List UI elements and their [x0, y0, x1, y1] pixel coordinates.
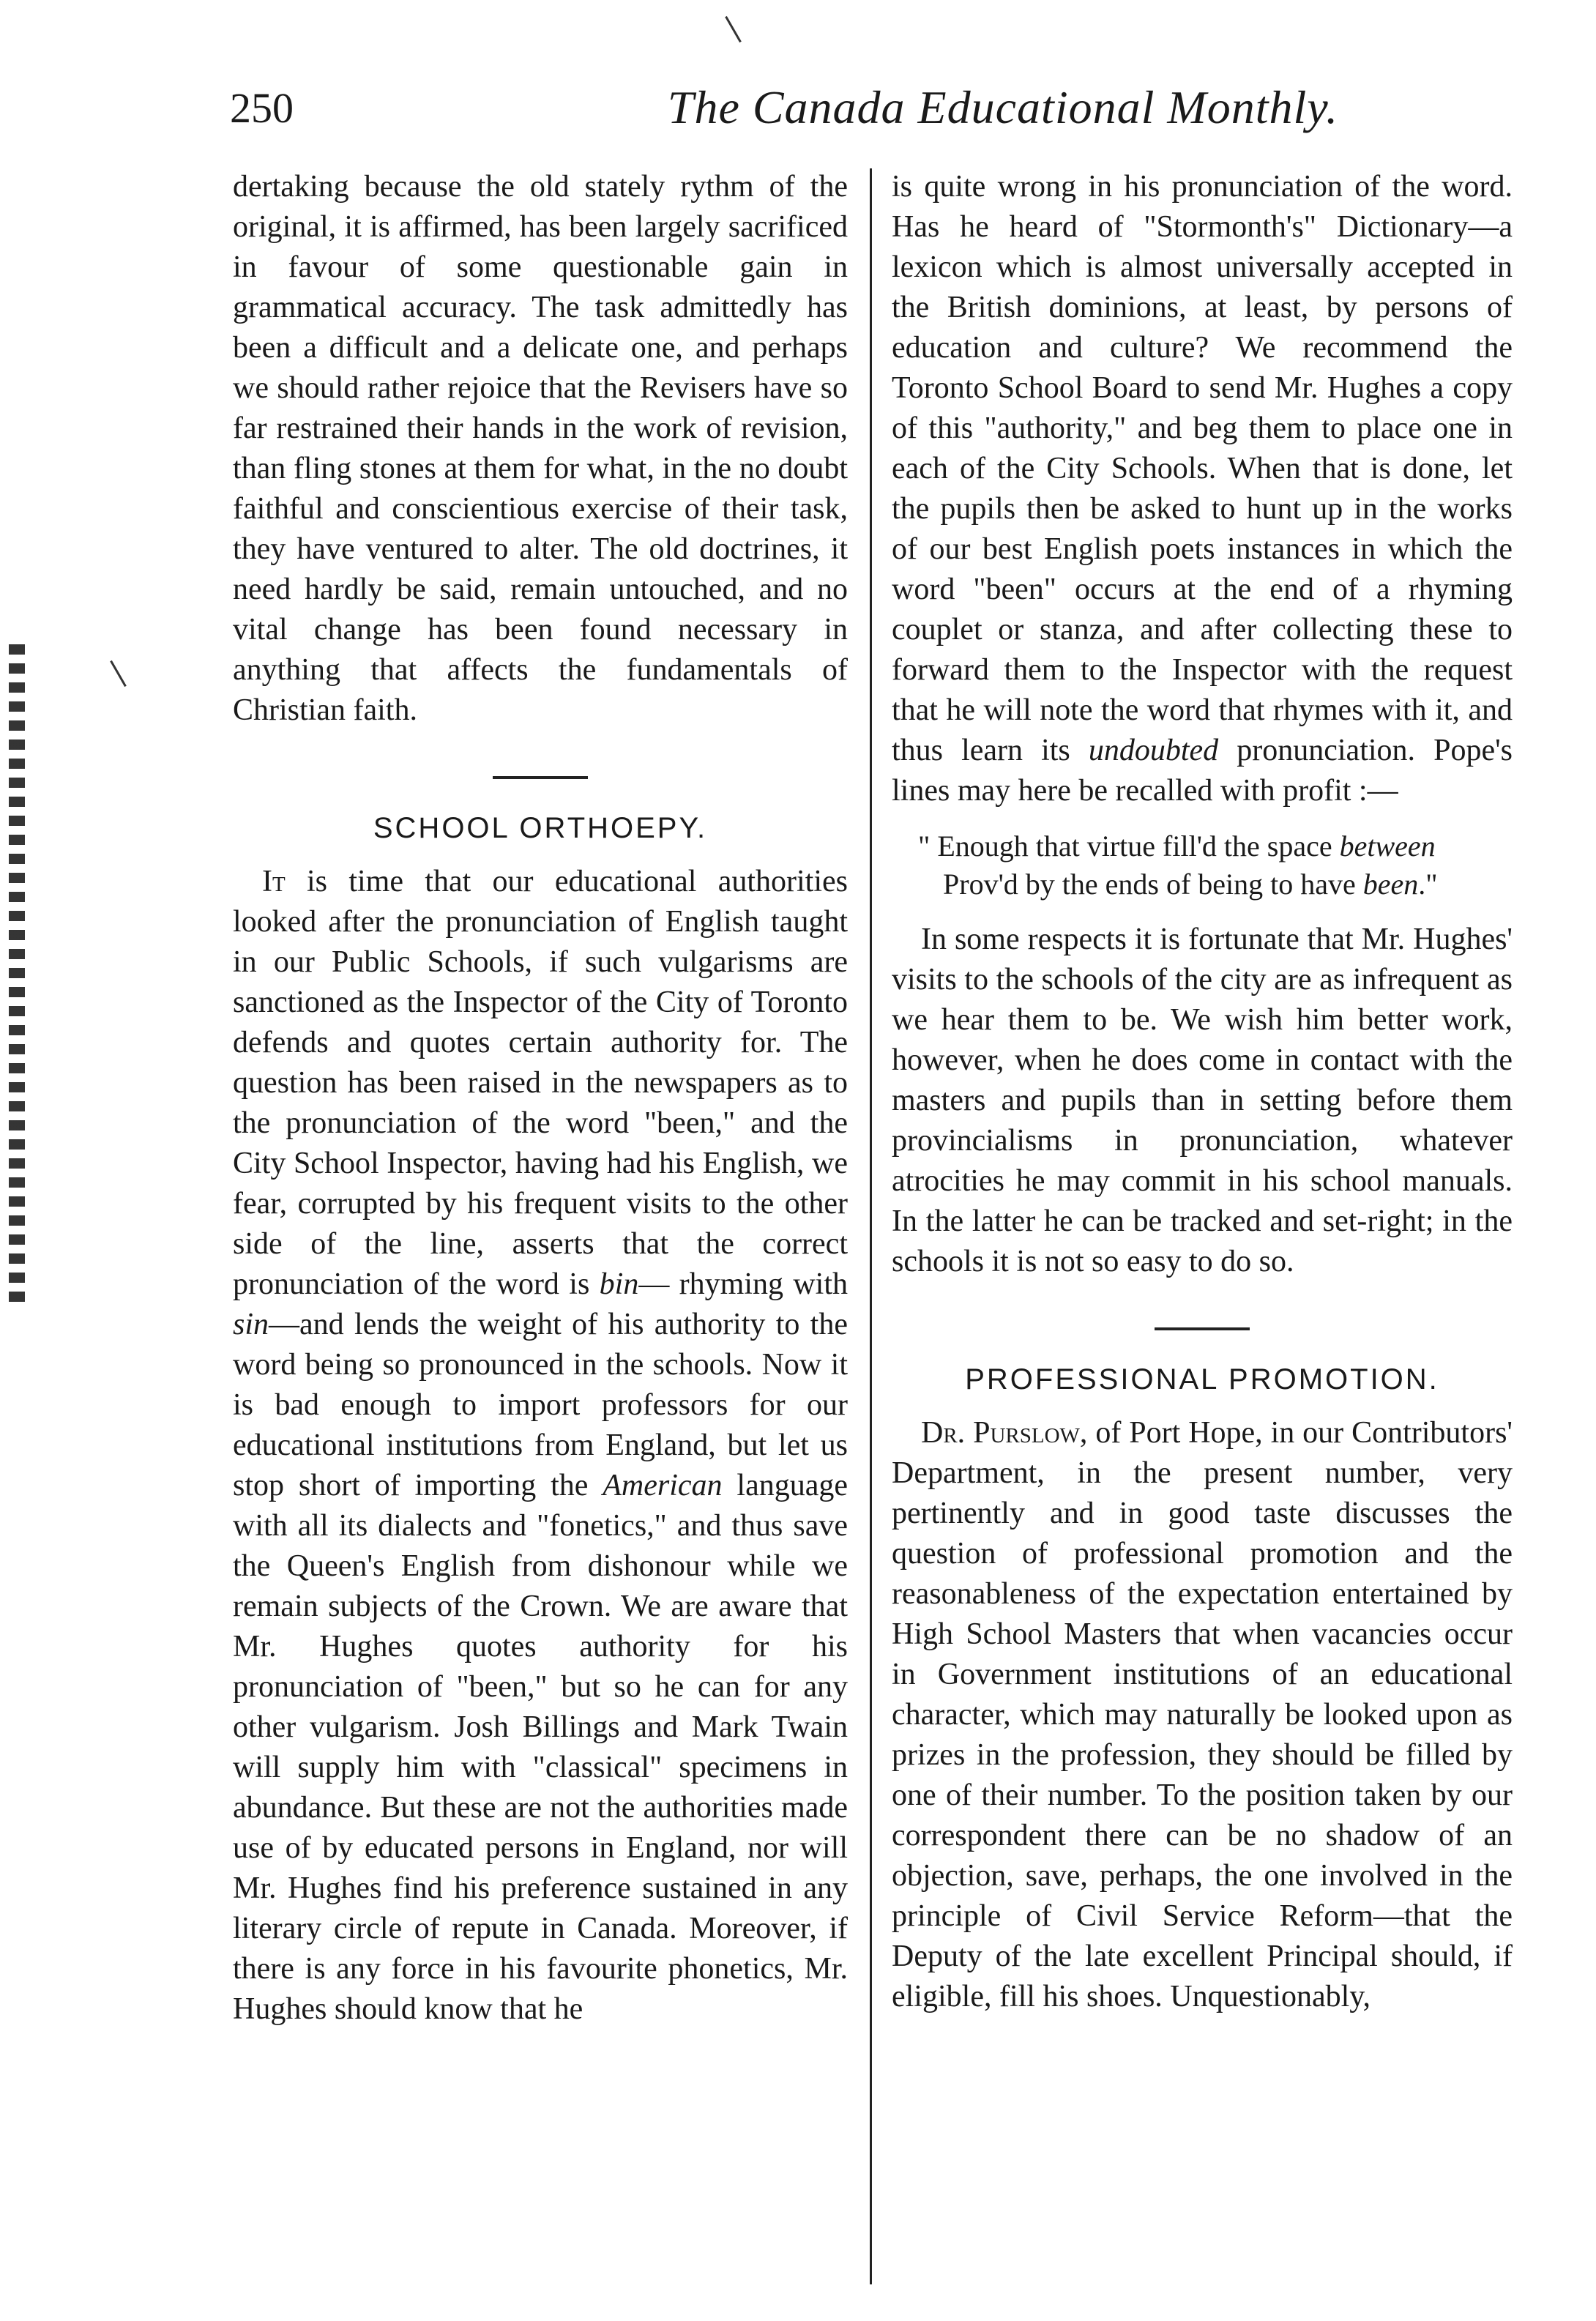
pope-quotation [892, 827, 1513, 904]
paragraph-text: of Port Hope, in our Contributors' Department, in the present number, very pertinently and in good taste discusses the question of professional promotion and the reasonableness of the expectation entertained by High School Masters that when vacancies occur in Government institutions of an educational character, which may naturally be looked upon as prizes in the profession, they should be filled by one of their number. To the position taken by our correspondent there can be no shadow of an objection, save, perhaps, the one involved in the principle of Civil Service Reform—that the Deputy of the late excellent Principal should, if eligible, fill his shoes. Unquestionably, [892, 1416, 1513, 2013]
left-column [233, 167, 848, 2030]
paragraph-revision: dertaking because the old stately rythm of the original, it is affirmed, has been largely sacrificed in favour of some questionable gain in grammatical accuracy. The task admittedly has been a difficult and a delicate one, and perhaps we should rather rejoice that the Revisers have so far restrained their hands in the work of revision, than fling stones at them for what, in the no doubt faithful and conscientious exercise of their task, they have ventured to alter. The old doctrines, it need hardly be said, remain untouched, and no vital change has been found necessary in anything that affects the fundamentals of Christian faith. [233, 170, 848, 727]
paragraph-text: is quite wrong in his pronunciation of the word. Has he heard of "Stormonth's" Dictionary—a lexicon which is almost universally accepted in the British dominions, at least, by persons of education and culture? We recommend the Toronto School Board to send Mr. Hughes a copy of this "authority," and beg them to place one in each of the City Schools. When that is done, let the pupils then be asked to hunt up in the works of our best English poets instances in which the word "been" occurs at the end of a rhyming couplet or stanza, and after collecting these to forward them to the Inspector with the request that he will note the word that rhymes with it, and thus learn its [892, 170, 1513, 767]
paragraph-orthoepy [233, 862, 848, 2030]
quote-text: " Enough that virtue fill'd the space [918, 830, 1332, 863]
paragraph-text: is time that our educational authorities looked after the pronunciation of English taught in our Public Schools, if such vulgarisms are sanctioned as the Inspector of the City of Toronto defends and quotes certain authority for. The question has been raised in the newspapers as to the pronunciation of the word "been," and the City School Inspector, having had his English, we fear, corrupted by his frequent visits to the other side of the line, asserts that the correct pronunciation of the word is [233, 865, 849, 1301]
italic-word-american: American [603, 1469, 723, 1502]
paragraph-lead-word: It [262, 865, 286, 898]
running-head [220, 73, 1494, 146]
paragraph-respects: In some respects it is fortunate that Mr. Hughes' visits to the schools of the city are as infrequent as we hear them to be. We wish him better work, however, when he does come in contact with the masters and pupils than in setting before them provincialisms in pronunciation, whatever atrocities he may commit in his school manuals. In the latter he can be tracked and set-right; in the schools it is not so easy to do so. [892, 923, 1513, 1278]
scan-tick-mark [725, 16, 742, 42]
italic-word-between: between [1339, 830, 1436, 863]
paragraph-text: pronunciation. Pope's lines may here be recalled with profit :— [892, 734, 1513, 808]
quote-text: ." [1418, 868, 1438, 901]
quote-text: Prov'd by the ends of being to have [943, 868, 1356, 901]
paragraph-text: — rhyming with [638, 1267, 849, 1301]
binding-margin-marks [9, 644, 25, 1303]
italic-word-bin: bin [599, 1267, 639, 1301]
section-heading-professional-promotion: PROFESSIONAL PROMOTION. [965, 1363, 1439, 1396]
italic-word-been: been [1362, 868, 1419, 901]
italic-word-sin: sin [233, 1308, 269, 1341]
quote-line [918, 865, 1513, 904]
page-number: 250 [230, 84, 294, 132]
section-heading-school-orthoepy: SCHOOL ORTHOEPY. [373, 812, 708, 844]
scan-tick-mark [110, 660, 127, 687]
italic-word-undoubted: undoubted [1088, 734, 1219, 767]
paragraph-promotion [892, 1413, 1513, 2017]
journal-title: The Canada Educational Monthly. [667, 81, 1339, 133]
quote-line [918, 827, 1513, 865]
column-divider [870, 168, 872, 2284]
paragraph-text: —and lends the weight of his authority to the word being so pronounced in the schools. Now it is bad enough to import professors for our educational institutions from England, but let us stop short of importing the [233, 1308, 848, 1502]
right-column [892, 167, 1513, 2017]
paragraph-text: language with all its dialects and "fonetics," and thus save the Queen's English from dishonour while we remain subjects of the Crown. We are aware that Mr. Hughes quotes authority for his pronunciation of "been," but so he can for any other vulgarism. Josh Billings and Mark Twain will supply him with "classical" specimens in abundance. But these are not the authorities made use of by educated persons in England, nor will Mr. Hughes find his preference sustained in any literary circle of repute in Canada. Moreover, if there is any force in his favourite phonetics, Mr. Hughes should know that he [233, 1469, 848, 2026]
paragraph-continuation [892, 167, 1513, 811]
paragraph-lead-name: Dr. Purslow, [921, 1416, 1088, 1450]
